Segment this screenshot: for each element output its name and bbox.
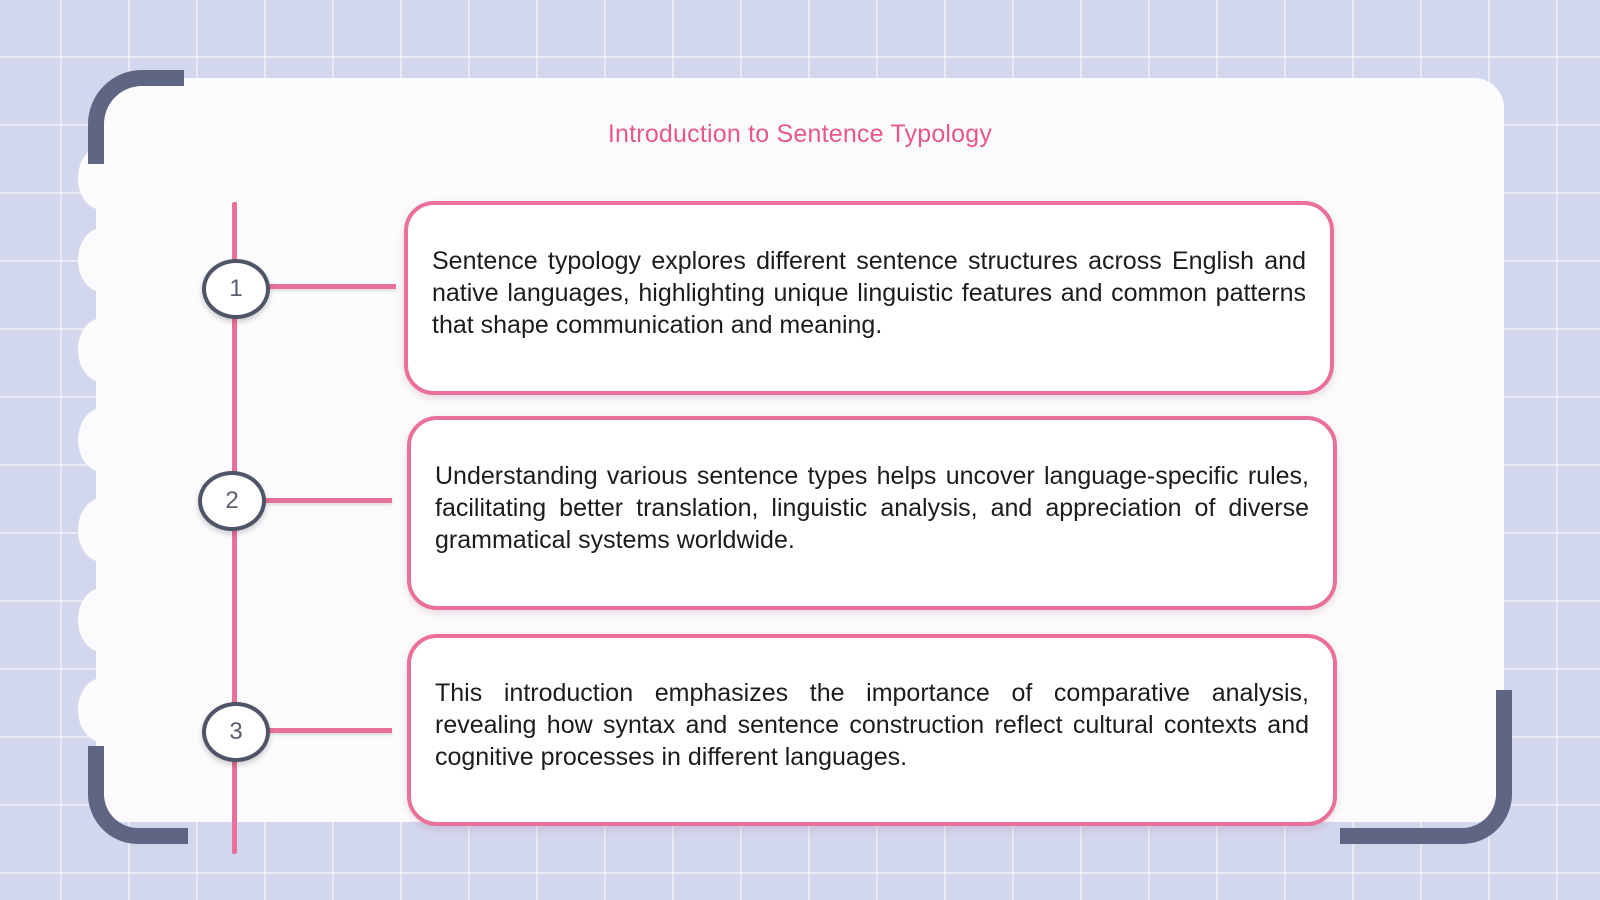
scallop-edge: [78, 498, 126, 562]
timeline-marker-2: 2: [198, 471, 266, 531]
corner-bracket-bottom-right: [1340, 690, 1512, 844]
scallop-edge: [78, 228, 126, 292]
timeline-box-3: [407, 634, 1337, 826]
scallop-edge: [78, 678, 126, 742]
timeline-text-3: This introduction emphasizes the importance of comparative analysis, revealing how syntax and sentence construction reflect cultural contexts and cognitive processes in different languages.: [435, 679, 1309, 771]
slide-title: Introduction to Sentence Typology: [607, 120, 993, 148]
timeline-text-1: Sentence typology explores different sentence structures across English and native languages, highlighting unique linguistic features and common patterns that shape communication and meaning.: [432, 247, 1306, 339]
timeline-connector-1: [266, 284, 396, 289]
timeline-connector-2: [262, 498, 392, 503]
timeline-marker-1: 1: [202, 259, 270, 319]
corner-bracket-top-left: [88, 70, 184, 164]
corner-bracket-bottom-left: [88, 746, 188, 844]
scallop-edge: [78, 318, 126, 382]
timeline-box-1: [404, 201, 1334, 395]
timeline-marker-3: 3: [202, 702, 270, 762]
timeline-connector-3: [266, 728, 392, 733]
scallop-edge: [78, 588, 126, 652]
timeline-text-2: Understanding various sentence types helps uncover language-specific rules, facilitating better translation, linguistic analysis, and appreciation of diverse grammatical systems worldwide.: [435, 462, 1309, 554]
timeline-box-2: [407, 416, 1337, 610]
scallop-edge: [78, 408, 126, 472]
